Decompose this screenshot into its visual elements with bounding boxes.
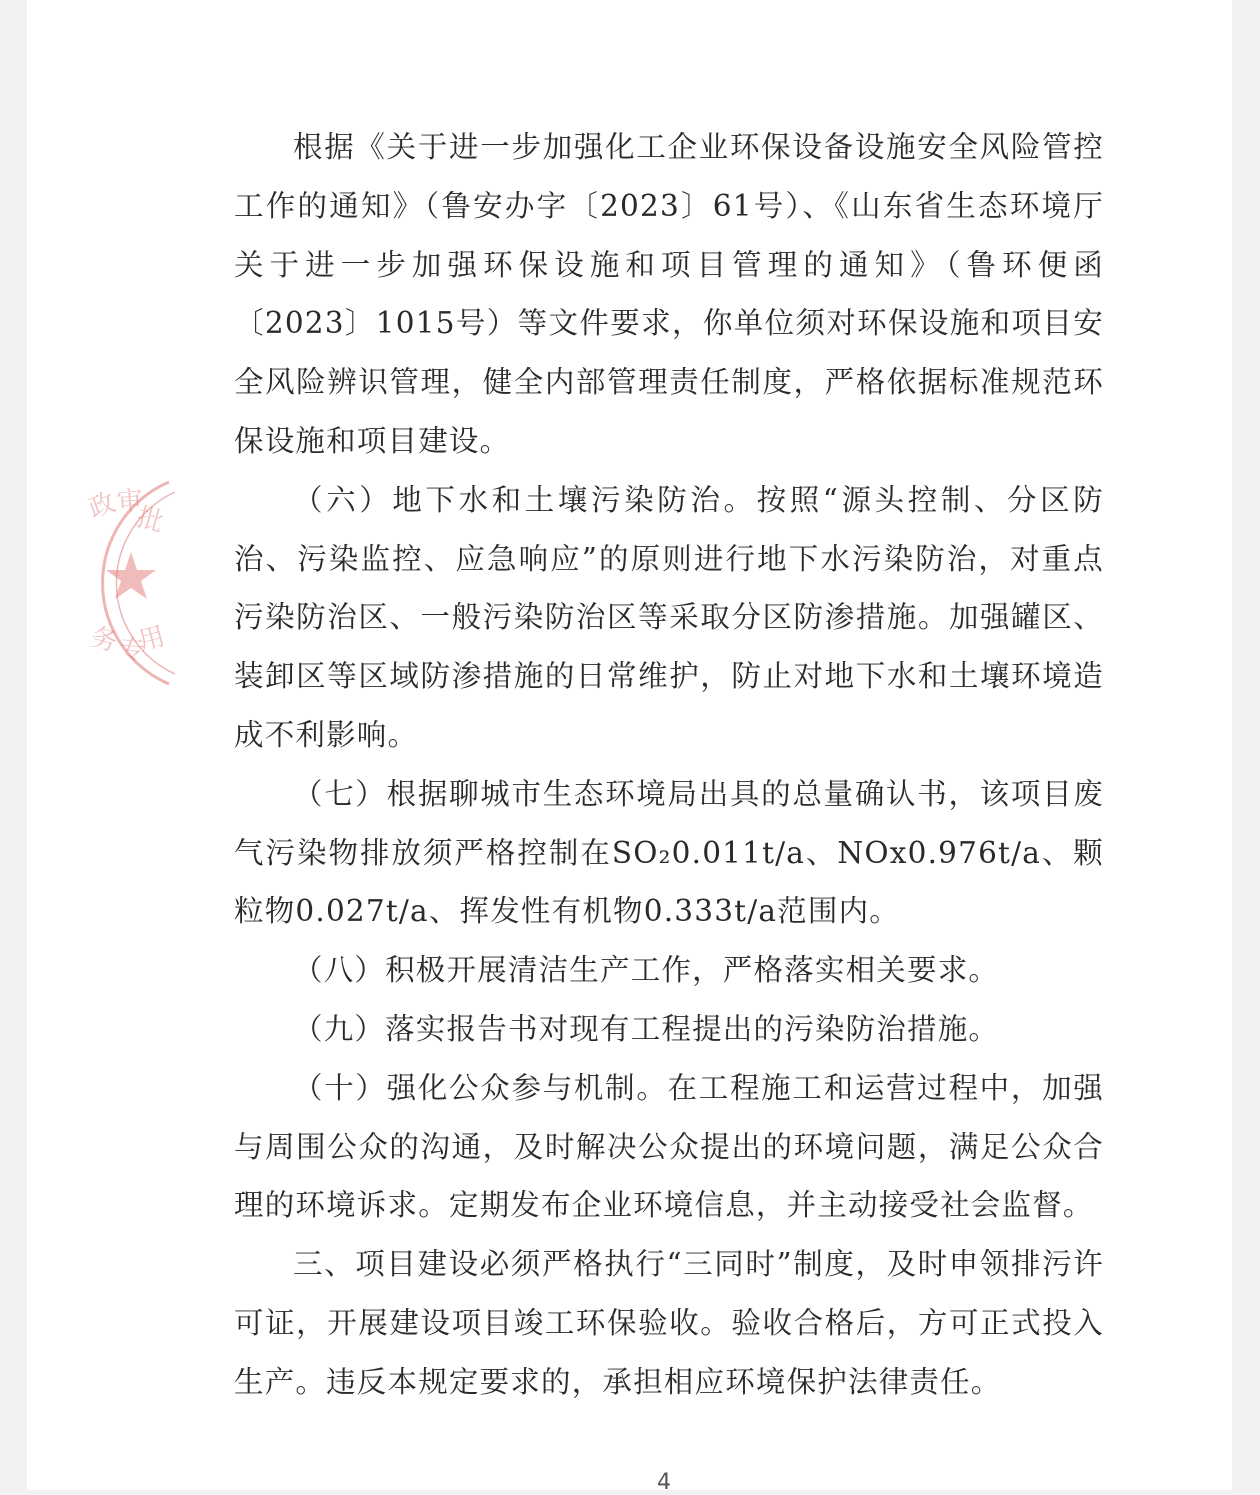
svg-text:用: 用 [135,621,169,658]
page-number: 4 [657,1470,671,1495]
svg-text:审: 审 [115,485,145,518]
paragraph-three-simultaneous: 三、项目建设必须严格执行“三同时”制度，及时申领排污许可证，开展建设项目竣工环保验收。验收合格后，方可正式投入生产。违反本规定要求的，承担相应环境保护法律责任。 [234,1247,1104,1399]
paragraph-groundwater-soil: （六）地下水和土壤污染防治。按照“源头控制、分区防治、污染监控、应急响应”的原则进行地下水污染防治，对重点污染防治区、一般污染防治区等采取分区防渗措施。加强罐区、装卸区等区域防渗措施的日常维护，防止对地下水和土壤环境造成不利影响。 [234,482,1104,752]
paragraph-regulations: 根据《关于进一步加强化工企业环保设备设施安全风险管控工作的通知》（鲁安办字〔2023〕61号）、《山东省生态环境厅关于进一步加强环保设施和项目管理的通知》（鲁环便函〔2023〕1015号）等文件要求，你单位须对环保设施和项目安全风险辨识管理，健全内部管理责任制度，严格依据标准规范环保设施和项目建设。 [234,130,1104,458]
document-body [234,118,1104,1412]
svg-text:批: 批 [133,502,167,539]
paragraph-public-participation: （十）强化公众参与机制。在工程施工和运营过程中，加强与周围公众的沟通，及时解决公众提出的环境问题，满足公众合理的环境诉求。定期发布企业环境信息，并主动接受社会监督。 [234,1070,1104,1223]
svg-text:政: 政 [84,487,120,525]
seal-star-icon [79,470,169,696]
svg-text:专: 专 [117,634,147,667]
paragraph-emission-limits: （七）根据聊城市生态环境局出具的总量确认书，该项目废气污染物排放须严格控制在SO₂0.011t/a、NOx0.976t/a、颗粒物0.027t/a、挥发性有机物0.333t/a范围内。 [234,776,1104,929]
document-page [27,0,1232,1495]
paragraph-existing-measures: （九）落实报告书对现有工程提出的污染防治措施。 [293,1011,1000,1046]
official-seal [79,470,169,696]
svg-text:务: 务 [87,622,121,659]
paragraph-clean-production: （八）积极开展清洁生产工作，严格落实相关要求。 [293,953,1000,988]
